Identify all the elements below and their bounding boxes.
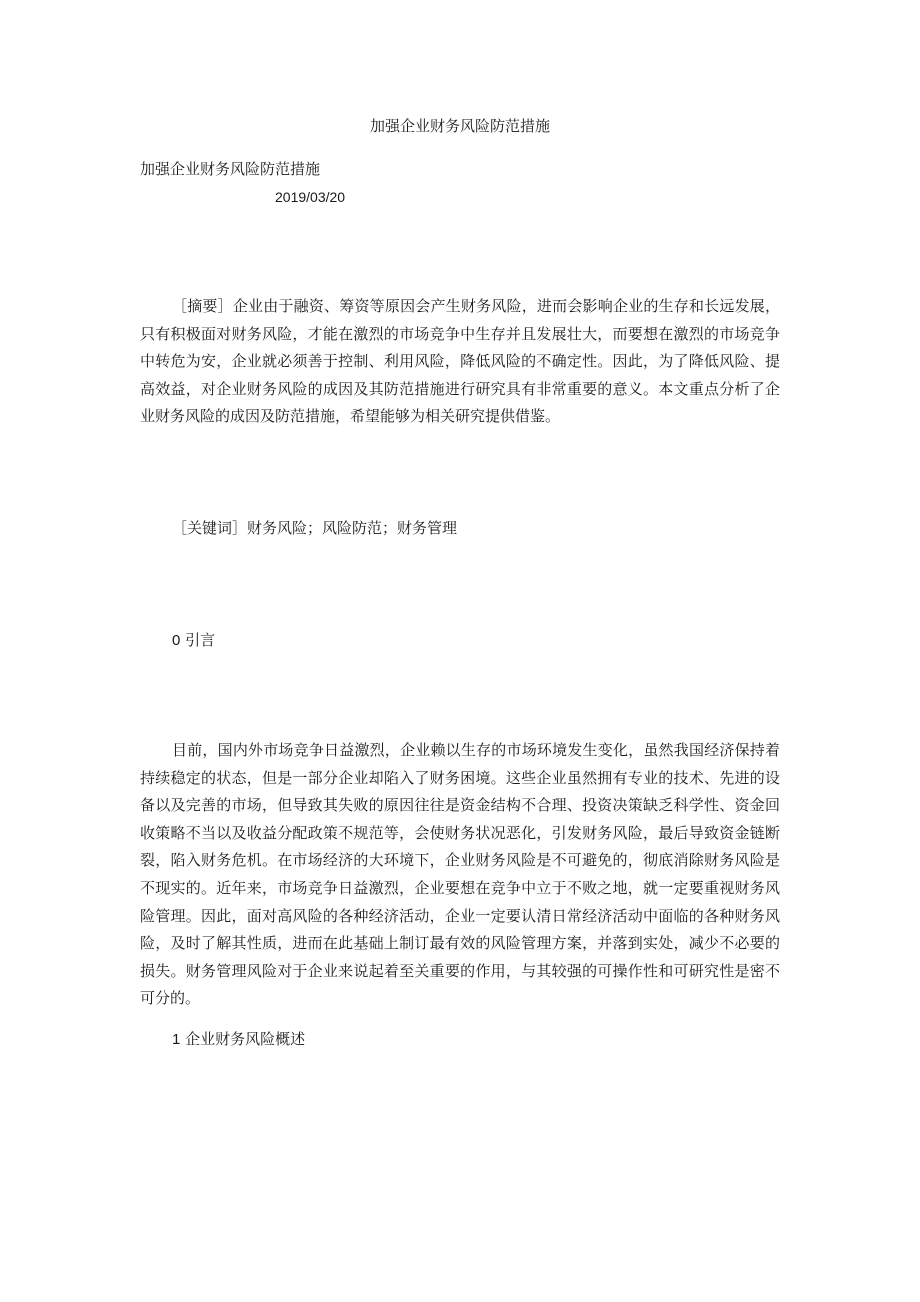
keywords-paragraph: ［关键词］财务风险；风险防范；财务管理 [172, 519, 458, 537]
section-1-heading-text: 企业财务风险概述 [180, 1030, 306, 1048]
publish-date: 2019/03/20 [275, 189, 346, 205]
abstract-paragraph: ［摘要］企业由于融资、筹资等原因会产生财务风险，进而会影响企业的生存和长远发展，只有积极面对财务风险，才能在激烈的市场竞争中生存并且发展壮大，而要想在激烈的市场竞争中转危为安，企业就必须善于控制、利用风险，降低风险的不确定性。因此，为了降低风险、提高效益，对企业财务风险的成因及其防范措施进行研究具有非常重要的意义。本文重点分析了企业财务风险的成因及防范措施，希望能够为相关研究提供借鉴。 [140, 297, 780, 426]
document-title: 加强企业财务风险防范措施 [369, 117, 550, 135]
section-1-heading-number: 1 [172, 1031, 181, 1048]
intro-heading [140, 627, 780, 655]
section-1-heading [140, 1026, 780, 1054]
intro-heading-text: 引言 [180, 631, 216, 649]
document-subtitle: 加强企业财务风险防范措施 [140, 160, 321, 178]
intro-body-paragraph: 目前，国内外市场竞争日益激烈，企业赖以生存的市场环境发生变化，虽然我国经济保持着持续稳定的状态，但是一部分企业却陷入了财务困境。这些企业虽然拥有专业的技术、先进的设备以及完善的市场，但导致其失败的原因往往是资金结构不合理、投资决策缺乏科学性、资金回收策略不当以及收益分配政策不规范等，会使财务状况恶化，引发财务风险，最后导致资金链断裂，陷入财务危机。在市场经济的大环境下，企业财务风险是不可避免的，彻底消除财务风险是不现实的。近年来，市场竞争日益激烈，企业要想在竞争中立于不败之地，就一定要重视财务风险管理。因此，面对高风险的各种经济活动，企业一定要认清日常经济活动中面临的各种财务风险，及时了解其性质，进而在此基础上制订最有效的风险管理方案，并落到实处，减少不必要的损失。财务管理风险对于企业来说起着至关重要的作用，与其较强的可操作性和可研究性是密不可分的。 [140, 741, 780, 1008]
intro-heading-number: 0 [172, 632, 181, 649]
